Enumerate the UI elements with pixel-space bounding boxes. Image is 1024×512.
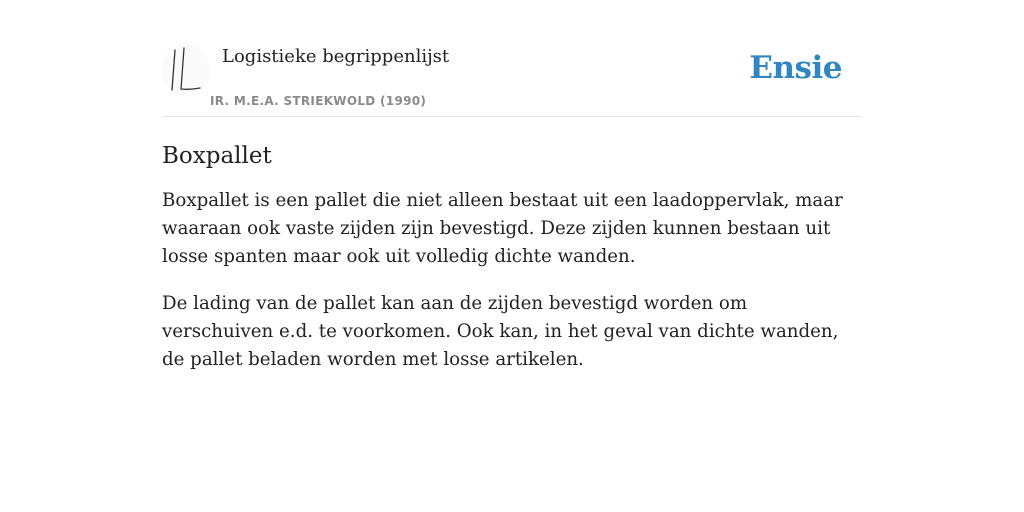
book-title[interactable]: Logistieke begrippenlijst bbox=[222, 46, 450, 67]
entry-paragraph-2: De lading van de pallet kan aan de zijden bevestigd worden om verschuiven e.d. te voorkomen. Ook kan, in het geval van dichte wanden, de pallet beladen worden met losse artikelen. bbox=[162, 293, 839, 370]
ensie-brand-link[interactable]: Ensie bbox=[749, 50, 842, 86]
book-header bbox=[162, 0, 862, 117]
entry-term: Boxpallet bbox=[162, 143, 272, 169]
book-logo-icon[interactable] bbox=[162, 44, 210, 96]
entry-paragraph-1: Boxpallet is een pallet die niet alleen bestaat uit een laadoppervlak, maar waaraan ook vaste zijden zijn bevestigd. Deze zijden kunnen bestaan uit losse spanten maar ook uit volledig dichte wanden. bbox=[162, 190, 843, 267]
book-author: IR. M.E.A. STRIEKWOLD (1990) bbox=[210, 94, 427, 108]
page-container bbox=[162, 0, 862, 374]
